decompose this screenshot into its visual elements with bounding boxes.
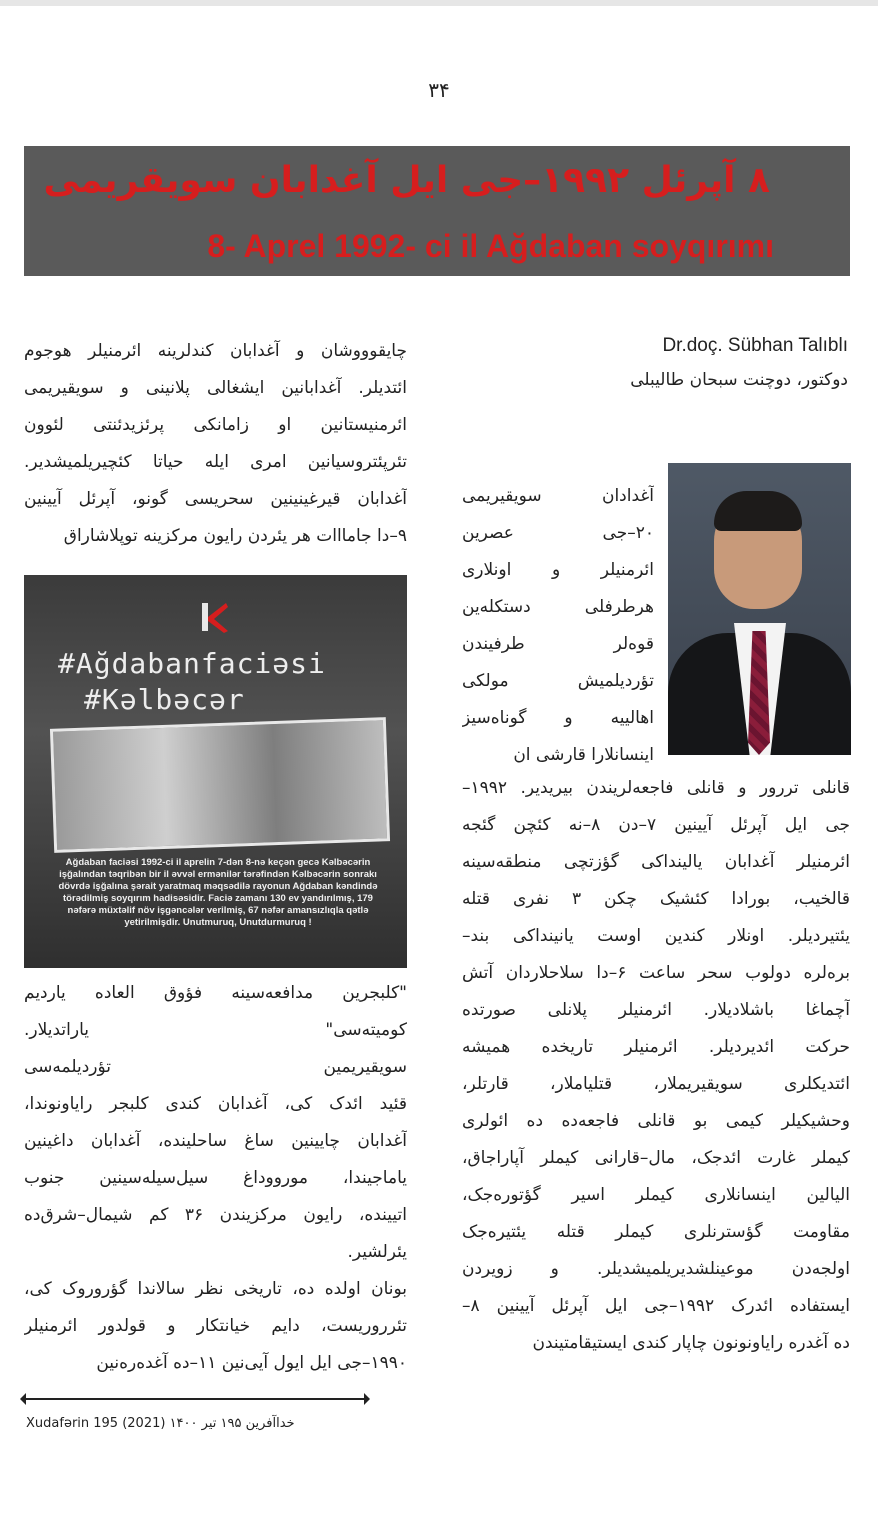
- left-column-bottom-text: [24, 975, 407, 1382]
- text-line: قالخیب، بورادا کئشیک چکن ۳ نفری قتله: [462, 889, 850, 909]
- text-line: اهالییه و گوناه‌سیز: [462, 708, 654, 728]
- text-line: "کلبجرین مدافعه‌سینه فؤوق العاده یاردیم: [24, 983, 407, 1003]
- top-bar: [0, 0, 878, 6]
- text-line: حرکت ائدیردیلر. ائرمنیلر تاریخده همیشه: [462, 1037, 850, 1057]
- author-photo: [668, 463, 851, 755]
- text-line: کومیته‌سی" یاراتدیلار.: [24, 1020, 407, 1040]
- poster-photo: [50, 717, 390, 853]
- text-line: یئتیردیلر. اونلار کندین اوست یانینداکی بند–: [462, 926, 850, 946]
- text-line: آغدابان چایینین ساغ ساحلینده، آغدابان داغینین: [24, 1131, 407, 1151]
- text-line: هرطرفلی دستکله‌ین: [462, 597, 654, 617]
- text-line: قئید ائدک کی، آغدابان کندی کلبجر رایاونوندا،: [24, 1094, 407, 1114]
- text-line: ائرمنیستانین او زامانکی پرئزیدئنتی لئوون: [24, 415, 407, 435]
- poster-image: [24, 575, 407, 968]
- logo-icon: [194, 597, 234, 637]
- text-line: ایستفاده ائدرک ۱۹۹۲–جی ایل آپرئل آیینین ۸–: [462, 1296, 850, 1316]
- text-line: آغدابان قیرغینینین سحریسی گونو، آپرئل آیینین: [24, 489, 407, 509]
- text-line: ۱۹۹۰–جی ایل ایول آیی‌نین ۱۱–ده آغده‌رەنین: [96, 1353, 407, 1373]
- text-line: ائتدیلر. آغدابانین ایشغالی پلانینی و سویقیریمی: [24, 378, 407, 398]
- footer-arrow: [26, 1398, 364, 1400]
- footer-text: Xudafərin 195 (2021) خداآفرین ۱۹۵ تیر ۱۴۰۰: [26, 1416, 295, 1431]
- text-line: تئرپئتروسیانین امری ایله حیاتا کئچیریلمیشدیر.: [24, 452, 407, 472]
- text-line: اینسانلارا قارشی ان: [513, 745, 654, 765]
- text-line: تؤردیلمیش مولکی: [462, 671, 654, 691]
- text-line: ائرمنیلر آغدابان یالینداکی گؤزتچی منطقه‌سینه: [462, 852, 850, 872]
- author-name-latin: Dr.doç. Sübhan Talıblı: [662, 335, 848, 356]
- text-line: الیالین اینسانلاری کیملر اسیر گؤتوره‌جک،: [462, 1185, 850, 1205]
- poster-hashtag-agdaban: #Ağdabanfaciəsi: [58, 647, 326, 680]
- text-line: چایقوووشان و آغدابان کندلرینه ائرمنیلر هوجوم: [24, 341, 407, 361]
- title-latin: 8- Aprel 1992- ci il Ağdaban soyqırımı: [207, 228, 774, 264]
- text-line: کیملر غارت ائدجک، مال–قارانی کیملر آپاراجاق،: [462, 1148, 850, 1168]
- text-line: سویقیریمین تؤردیلمه‌سی: [24, 1057, 407, 1077]
- text-line: قوه‌لر طرفیندن: [462, 634, 654, 654]
- text-line: ۲۰–جی عصرین: [462, 523, 654, 543]
- text-line: یئرلشیر.: [347, 1242, 407, 1262]
- page-number: ۳۴: [428, 78, 450, 102]
- text-line: برەلره دولوب سحر ساعت ۶–دا سلاحلاردان آتش: [462, 963, 850, 983]
- text-line: ده آغدره رایاونونون چاپار کندی ایستیقامتیندن: [532, 1333, 850, 1353]
- text-line: ائتدیکلری سویقیریملار، قتلیاملار، قارتلر،: [462, 1074, 850, 1094]
- text-line: تئرروریست، دایم خیانتکار و قولدور ائرمنیلر: [24, 1316, 407, 1336]
- poster-hashtag-kelbecer: #Kəlbəcər: [84, 683, 245, 716]
- text-line: ۹–دا جامااات هر یئردن رایون مرکزینه توپلاشاراق: [63, 526, 407, 546]
- text-line: اتیینده، رایون مرکزیندن ۳۶ کم شیمال–شرق‌ده: [24, 1205, 407, 1225]
- title-persian: ۸ آپرئل ۱۹۹۲–جی ایل آغدابان سویقریمی: [43, 160, 770, 201]
- right-column-wide-text: [462, 770, 850, 1362]
- text-line: قانلی تررور و قانلی فاجعه‌لریندن بیریدیر. ۱۹۹۲–: [462, 778, 850, 798]
- text-line: اولجه‌دن موعینلشدیریلمیشدیلر. و زویردن: [462, 1259, 850, 1279]
- text-line: یاماجیندا، مورووداغ سیل‌سیله‌سینین جنوب: [24, 1168, 407, 1188]
- title-banner: [24, 146, 850, 276]
- text-line: جی ایل آپرئل آیینین ۷–دن ۸–نه کئچن گئجه: [462, 815, 850, 835]
- text-line: آچماغا باشلادیلار. ائرمنیلر پلانلی صورتده: [462, 1000, 850, 1020]
- right-column-narrow-text: [462, 478, 654, 774]
- left-column-top-text: [24, 333, 407, 555]
- text-line: بونان اولده ده، تاریخی نظر سالاندا گؤروروک کی،: [24, 1279, 407, 1299]
- text-line: وحشیکیلر کیمی بو قانلی فاجعه‌ده ده ائولری: [462, 1111, 850, 1131]
- author-name-persian: دوکتور، دوچنت سبحان طالیبلی: [630, 370, 848, 390]
- poster-caption: Ağdaban faciəsi 1992-ci il aprelin 7-dən 8-nə keçən gecə Kəlbəcərin işğalından təqribən bir il əvvəl ermənilər tərəfindən Kəlbəcərin sonrakı dövrdə işğalına şərait yaratmaq məqsədilə rayonun Ağdaban kəndində törədilmiş soyqırım hadisəsidir. Faciə zamanı 130 ev yandırılmış, 179 nəfərə müxtəlif növ işgəncələr verilmiş, 67 nəfər amansızlıqla qətlə yetirilmişdir. Unutmuruq, Unutdurmuruq !: [58, 857, 378, 928]
- text-line: ائرمنیلر و اونلاری: [462, 560, 654, 580]
- text-line: مقاومت گؤسترنلری کیملر قتله یئتیره‌جک: [462, 1222, 850, 1242]
- text-line: آغدادان سویقیریمی: [462, 486, 654, 506]
